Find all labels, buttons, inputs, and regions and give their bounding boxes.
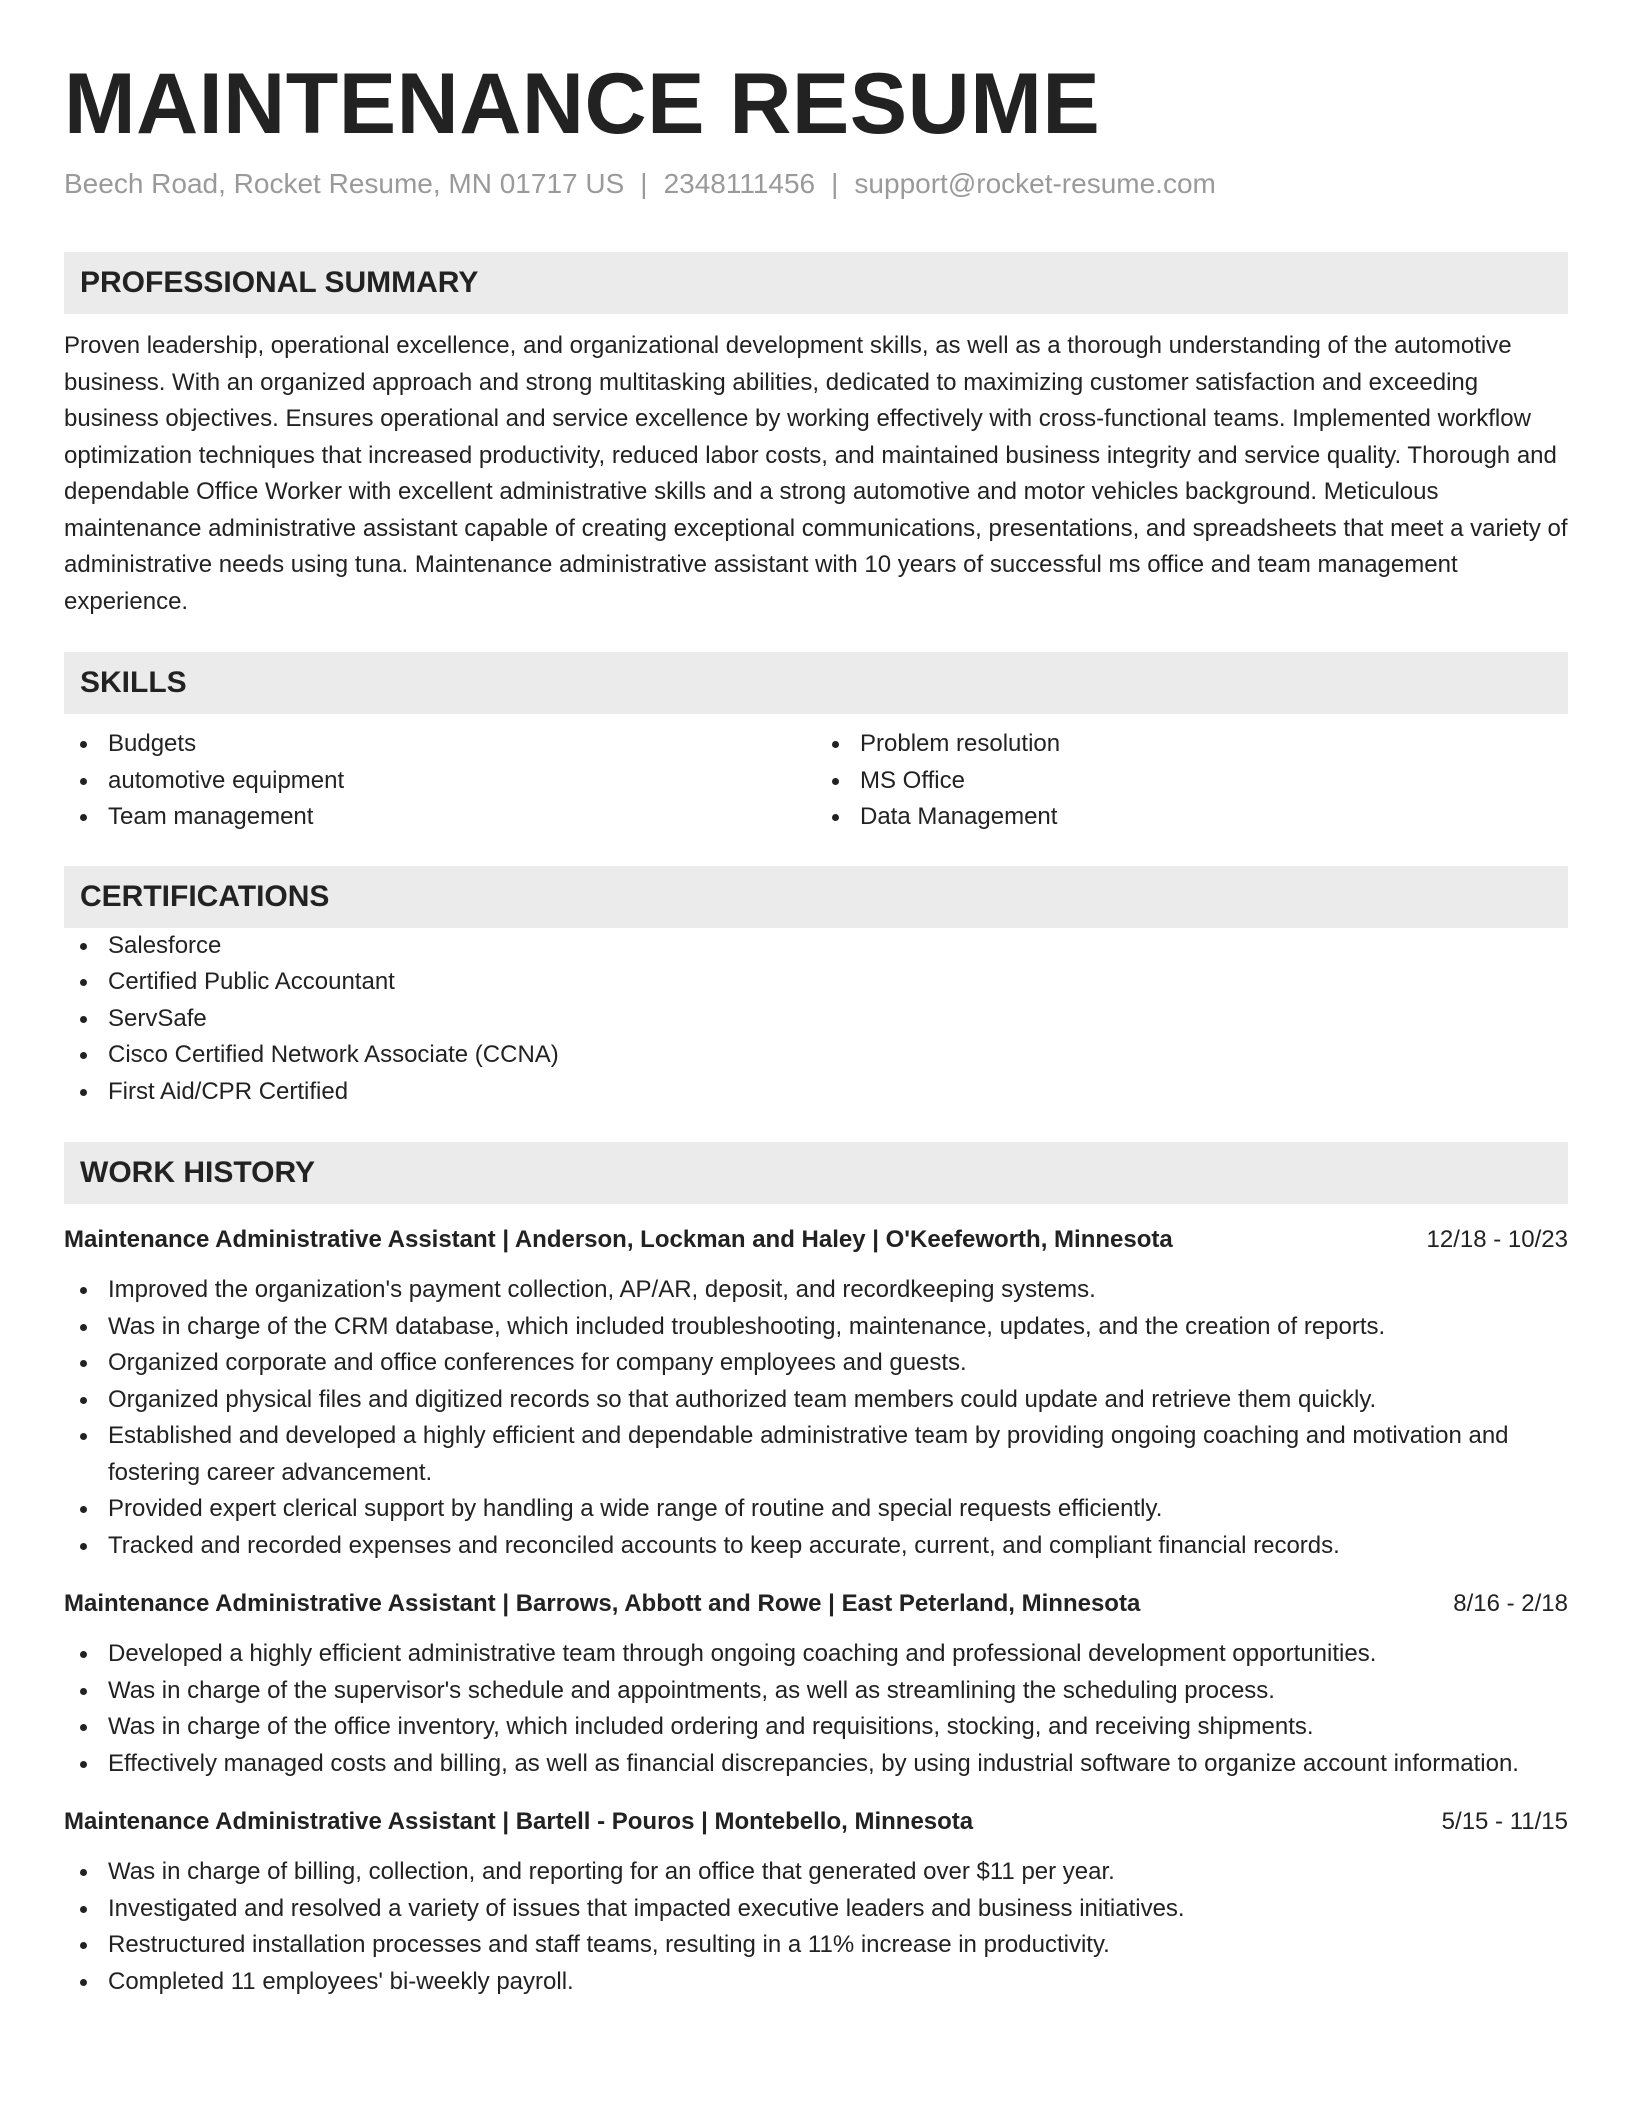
job-title: Maintenance Administrative Assistant | Bartell - Pouros | Montebello, Minnesota xyxy=(64,1808,974,1835)
job-dates: 12/18 - 10/23 xyxy=(1426,1226,1568,1253)
job-entry xyxy=(64,1222,1568,1564)
job-bullets xyxy=(64,1854,1568,2000)
certification-item: Salesforce xyxy=(64,928,1568,965)
contact-separator: | xyxy=(831,168,839,199)
job-bullet: Investigated and resolved a variety of issues that impacted executive leaders and business initiatives. xyxy=(64,1891,1568,1928)
section-heading-summary: PROFESSIONAL SUMMARY xyxy=(64,252,1568,314)
contact-separator: | xyxy=(640,168,648,199)
certification-item: Certified Public Accountant xyxy=(64,964,1568,1001)
certification-item: Cisco Certified Network Associate (CCNA) xyxy=(64,1037,1568,1074)
skill-item: Team management xyxy=(64,799,816,836)
job-header xyxy=(64,1586,1568,1622)
job-title: Maintenance Administrative Assistant | Anderson, Lockman and Haley | O'Keefeworth, Minnesota xyxy=(64,1226,1173,1253)
job-bullet: Was in charge of the supervisor's schedule and appointments, as well as streamlining the scheduling process. xyxy=(64,1673,1568,1710)
skill-item: MS Office xyxy=(816,763,1568,800)
job-bullet: Organized physical files and digitized records so that authorized team members could update and retrieve them quickly. xyxy=(64,1382,1568,1419)
skill-item: Data Management xyxy=(816,799,1568,836)
contact-line xyxy=(64,166,1568,202)
summary-text: Proven leadership, operational excellence, and organizational development skills, as well as a thorough understanding of the automotive business. With an organized approach and strong multitasking abilities, dedicated to maximizing customer satisfaction and exceeding business objectives. Ensures operational and service excellence by working effectively with cross-functional teams. Implemented workflow optimization techniques that increased productivity, reduced labor costs, and maintained business integrity and service quality. Thorough and dependable Office Worker with excellent administrative skills and a strong automotive and motor vehicles background. Meticulous maintenance administrative assistant capable of creating exceptional communications, presentations, and spreadsheets that meet a variety of administrative needs using tuna. Maintenance administrative assistant with 10 years of successful ms office and team management experience. xyxy=(64,332,1568,615)
skills-column-left xyxy=(64,726,816,836)
job-title: Maintenance Administrative Assistant | Barrows, Abbott and Rowe | East Peterland, Minnesota xyxy=(64,1590,1141,1617)
job-bullet: Established and developed a highly efficient and dependable administrative team by providing ongoing coaching and motivation and fostering career advancement. xyxy=(64,1418,1568,1491)
job-bullet: Was in charge of the office inventory, which included ordering and requisitions, stocking, and receiving shipments. xyxy=(64,1709,1568,1746)
job-bullets xyxy=(64,1636,1568,1782)
section-heading-work-history: WORK HISTORY xyxy=(64,1142,1568,1204)
skill-item: automotive equipment xyxy=(64,763,816,800)
skill-item: Problem resolution xyxy=(816,726,1568,763)
section-heading-skills: SKILLS xyxy=(64,652,1568,714)
job-bullet: Provided expert clerical support by handling a wide range of routine and special requests efficiently. xyxy=(64,1491,1568,1528)
contact-address: Beech Road, Rocket Resume, MN 01717 US xyxy=(64,168,625,199)
job-bullet: Was in charge of billing, collection, and reporting for an office that generated over $11 per year. xyxy=(64,1854,1568,1891)
job-bullet: Restructured installation processes and staff teams, resulting in a 11% increase in productivity. xyxy=(64,1927,1568,1964)
job-bullet: Tracked and recorded expenses and reconciled accounts to keep accurate, current, and compliant financial records. xyxy=(64,1528,1568,1565)
certifications-list xyxy=(64,928,1568,1111)
skill-item: Budgets xyxy=(64,726,816,763)
skills-column-right xyxy=(816,726,1568,836)
job-header xyxy=(64,1222,1568,1258)
job-bullet: Completed 11 employees' bi-weekly payroll. xyxy=(64,1964,1568,2001)
contact-email[interactable]: support@rocket-resume.com xyxy=(854,168,1216,199)
job-bullet: Organized corporate and office conferences for company employees and guests. xyxy=(64,1345,1568,1382)
job-bullet: Developed a highly efficient administrative team through ongoing coaching and professional development opportunities. xyxy=(64,1636,1568,1673)
job-bullet: Effectively managed costs and billing, as well as financial discrepancies, by using industrial software to organize account information. xyxy=(64,1746,1568,1783)
job-bullet: Was in charge of the CRM database, which included troubleshooting, maintenance, updates, and the creation of reports. xyxy=(64,1309,1568,1346)
job-entry xyxy=(64,1586,1568,1782)
job-entry xyxy=(64,1804,1568,2000)
certification-item: ServSafe xyxy=(64,1001,1568,1038)
resume-title: MAINTENANCE RESUME xyxy=(64,56,1101,152)
skills-grid xyxy=(64,726,1568,836)
job-dates: 8/16 - 2/18 xyxy=(1453,1590,1568,1617)
certification-item: First Aid/CPR Certified xyxy=(64,1074,1568,1111)
job-header xyxy=(64,1804,1568,1840)
job-bullets xyxy=(64,1272,1568,1564)
job-bullet: Improved the organization's payment collection, AP/AR, deposit, and recordkeeping systems. xyxy=(64,1272,1568,1309)
job-dates: 5/15 - 11/15 xyxy=(1441,1808,1568,1835)
section-heading-certifications: CERTIFICATIONS xyxy=(64,866,1568,928)
contact-phone: 2348111456 xyxy=(663,168,816,199)
